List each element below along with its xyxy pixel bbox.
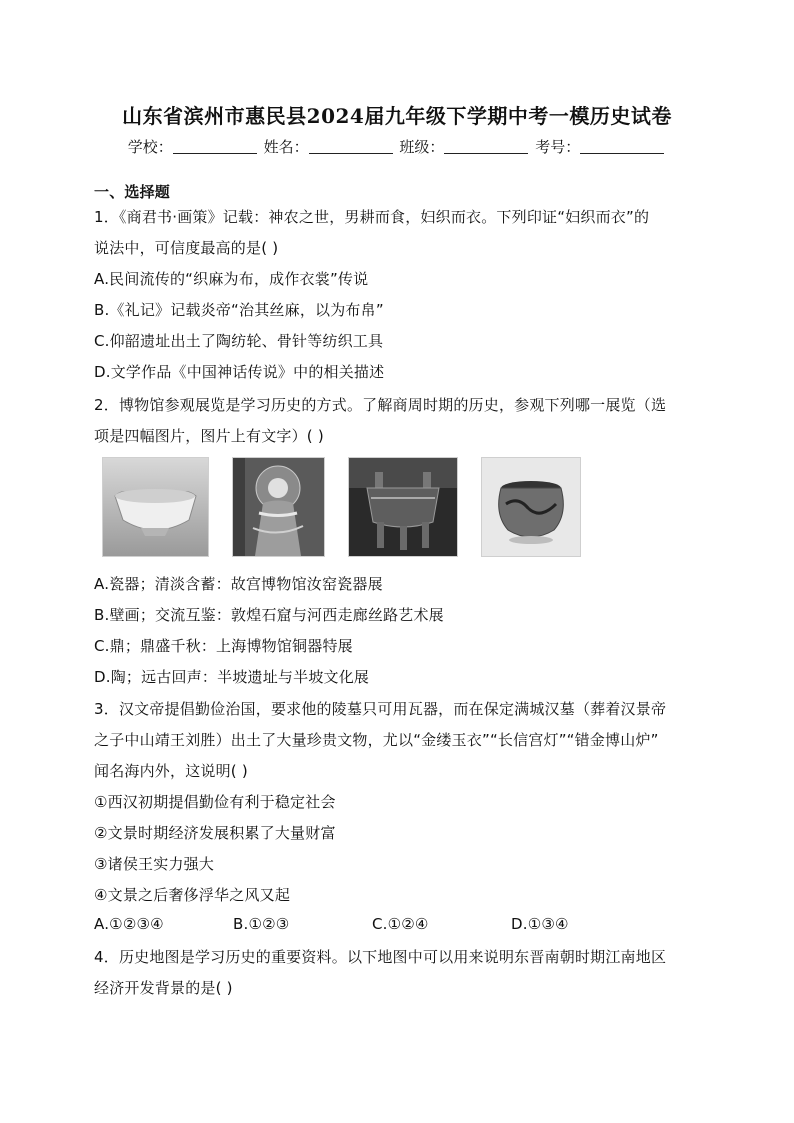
q3-stem-line1: 3．汉文帝提倡勤俭治国，要求他的陵墓只可用瓦器，而在保定满城汉墓（葬着汉景帝 bbox=[94, 700, 667, 718]
q1-stem-line1: 1．《商君书·画策》记载：神农之世，男耕而食，妇织而衣。下列印证“妇织而衣”的 bbox=[94, 208, 650, 226]
q3-item-3: ③诸侯王实力强大 bbox=[94, 855, 215, 873]
q3-stem-line3: 闻名海内外，这说明( ) bbox=[94, 762, 248, 780]
exam-number-label: 考号： bbox=[535, 138, 581, 156]
porcelain-bowl-image bbox=[102, 457, 209, 557]
name-blank[interactable] bbox=[309, 139, 393, 154]
class-label: 班级： bbox=[399, 138, 445, 156]
q3-item-2: ②文景时期经济发展积累了大量财富 bbox=[94, 824, 336, 842]
q2-option-c: C.鼎；鼎盛千秋：上海博物馆铜器特展 bbox=[94, 637, 353, 655]
class-blank[interactable] bbox=[444, 139, 528, 154]
q3-options-row bbox=[94, 915, 569, 933]
page-title: 山东省滨州市惠民县2024届九年级下学期中考一模历史试卷 bbox=[122, 104, 672, 128]
q3-item-4: ④文景之后奢侈浮华之风又起 bbox=[94, 886, 291, 904]
student-info-line bbox=[0, 136, 794, 157]
q3-option-a: A.①②③④ bbox=[94, 915, 164, 933]
q4-stem-line2: 经济开发背景的是( ) bbox=[94, 979, 233, 997]
q2-stem-line1: 2．博物馆参观展览是学习历史的方式。了解商周时期的历史，参观下列哪一展览（选 bbox=[94, 396, 667, 414]
q1-option-c: C.仰韶遗址出土了陶纺轮、骨针等纺织工具 bbox=[94, 332, 384, 350]
q1-stem-line2: 说法中，可信度最高的是( ) bbox=[94, 239, 279, 257]
q3-stem-line2: 之子中山靖王刘胜）出土了大量珍贵文物，尤以“金缕玉衣”“长信宫灯”“错金博山炉” bbox=[94, 731, 659, 749]
q1-option-a: A.民间流传的“织麻为布，成作衣裳”传说 bbox=[94, 270, 369, 288]
q2-option-b: B.壁画；交流互鉴：敦煌石窟与河西走廊丝路艺术展 bbox=[94, 606, 444, 624]
q1-option-d: D.文学作品《中国神话传说》中的相关描述 bbox=[94, 363, 385, 381]
q2-option-a: A.瓷器；清淡含蓄：故宫博物馆汝窑瓷器展 bbox=[94, 575, 383, 593]
q2-option-d: D.陶；远古回声：半坡遗址与半坡文化展 bbox=[94, 668, 370, 686]
exam-number-blank[interactable] bbox=[580, 139, 664, 154]
q3-item-1: ①西汉初期提倡勤俭有利于稳定社会 bbox=[94, 793, 336, 811]
q3-option-d: D.①③④ bbox=[511, 915, 569, 933]
pottery-jar-image bbox=[481, 457, 581, 557]
q3-option-c: C.①②④ bbox=[372, 915, 429, 933]
name-label: 姓名： bbox=[263, 138, 309, 156]
q4-stem-line1: 4．历史地图是学习历史的重要资料。以下地图中可以用来说明东晋南朝时期江南地区 bbox=[94, 948, 667, 966]
school-label: 学校： bbox=[127, 138, 173, 156]
q3-option-b: B.①②③ bbox=[233, 915, 290, 933]
bronze-ding-image bbox=[348, 457, 458, 557]
section-title: 一、选择题 bbox=[94, 183, 171, 201]
q2-stem-line2: 项是四幅图片，图片上有文字）( ) bbox=[94, 427, 324, 445]
school-blank[interactable] bbox=[173, 139, 257, 154]
mural-painting-image bbox=[232, 457, 325, 557]
q1-option-b: B.《礼记》记载炎帝“治其丝麻，以为布帛” bbox=[94, 301, 384, 319]
